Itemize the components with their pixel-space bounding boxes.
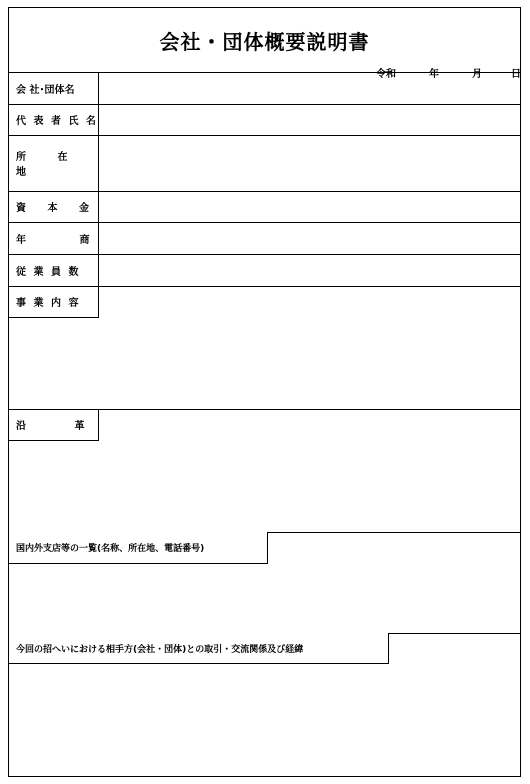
label-branches: 国内外支店等の一覧(名称、所在地、電話番号) xyxy=(9,532,268,564)
employees-field[interactable] xyxy=(100,255,520,286)
label-representative: 代 表 者 氏 名 xyxy=(16,116,98,127)
label-employees: 従 業 員 数 xyxy=(16,266,81,278)
history-field[interactable] xyxy=(9,441,520,532)
date-day-label: 日 xyxy=(511,69,521,80)
business-field[interactable] xyxy=(9,318,520,409)
label-relationship: 今回の招へいにおける相手方(会社・団体)との取引・交流関係及び経緯 xyxy=(9,633,389,664)
label-capital: 資 本 金 xyxy=(16,203,98,214)
date-year-label: 年 xyxy=(429,69,439,80)
form-sheet xyxy=(8,7,521,777)
label-annual-sales: 年 商 xyxy=(16,234,90,246)
date-era-label: 令和 xyxy=(376,69,396,80)
address-field[interactable] xyxy=(100,136,520,191)
label-address: 所 在 地 xyxy=(16,152,82,178)
document-title: 会社・団体概要説明書 xyxy=(159,30,370,54)
label-business: 事 業 内 容 xyxy=(16,298,81,309)
label-company-name: 会 社･団体名 xyxy=(16,84,75,96)
date-month-label: 月 xyxy=(472,69,482,80)
label-history: 沿 革 xyxy=(16,421,85,432)
company-name-field[interactable] xyxy=(100,73,520,104)
branches-field[interactable] xyxy=(9,565,520,633)
representative-field[interactable] xyxy=(100,105,520,135)
relationship-field[interactable] xyxy=(9,665,520,776)
annual-sales-field[interactable] xyxy=(100,223,520,254)
capital-field[interactable] xyxy=(100,192,520,222)
